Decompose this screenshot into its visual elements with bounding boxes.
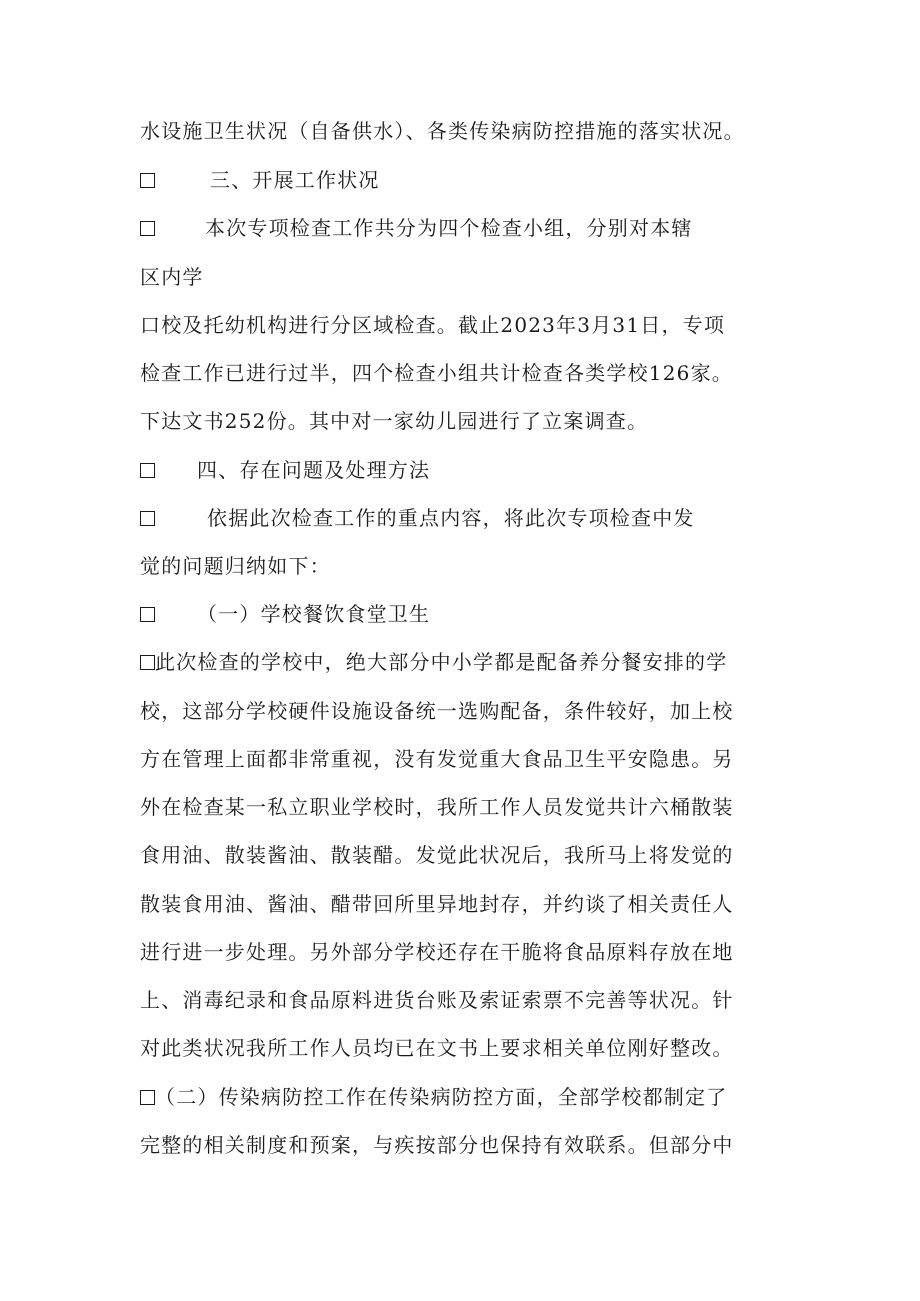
line-text: 对此类状况我所工作人员均已在文书上要求相关单位刚好整改。 — [140, 1036, 734, 1060]
line-text: 校，这部分学校硬件设施设备统一选购配备，条件较好，加上校 — [140, 699, 734, 723]
text-line — [140, 986, 800, 1014]
line-text: 外在检查某一私立职业学校时，我所工作人员发觉共计六桶散装 — [140, 795, 734, 819]
checkbox-square-icon — [140, 1090, 155, 1105]
text-line — [140, 311, 800, 339]
text-line — [140, 214, 800, 242]
line-text: 四、存在问题及处理方法 — [197, 458, 431, 482]
text-line — [140, 552, 800, 580]
text-line — [140, 890, 800, 918]
text-line — [140, 841, 800, 869]
line-text: 觉的问题归纳如下： — [140, 554, 331, 578]
checkbox-square-icon — [140, 221, 155, 236]
text-line — [140, 504, 800, 532]
text-line — [140, 793, 800, 821]
text-line — [140, 1083, 800, 1111]
checkbox-square-icon — [140, 655, 155, 670]
line-text: 完整的相关制度和预案，与疾按部分也保持有效联系。但部分中 — [140, 1133, 734, 1157]
text-line — [140, 745, 800, 773]
line-text: 食用油、散装酱油、散装醋。发觉此状况后，我所马上将发觉的 — [140, 843, 734, 867]
checkbox-square-icon — [140, 607, 155, 622]
line-text: 检查工作已进行过半，四个检查小组共计检查各类学校126家。 — [140, 361, 733, 385]
line-text: 散装食用油、酱油、醋带回所里异地封存，并约谈了相关责任人 — [140, 892, 734, 916]
section-heading — [140, 166, 800, 194]
text-line — [140, 407, 800, 435]
checkbox-square-icon — [140, 173, 155, 188]
line-text: 上、消毒纪录和食品原料进货台账及索证索票不完善等状况。针 — [140, 988, 734, 1012]
text-line — [140, 263, 800, 291]
line-text: 方在管理上面都非常重视，没有发觉重大食品卫生平安隐患。另 — [140, 747, 734, 771]
line-text: 进行进一步处理。另外部分学校还存在干脆将食品原料存放在地 — [140, 940, 734, 964]
line-text: （一）学校餐饮食堂卫生 — [197, 602, 431, 626]
section-heading — [140, 456, 800, 484]
text-line — [140, 697, 800, 725]
line-text: 下达文书252份。其中对一家幼儿园进行了立案调查。 — [140, 409, 649, 433]
line-text: 本次专项检查工作共分为四个检查小组，分别对本辖 — [205, 216, 693, 240]
text-line — [140, 1131, 800, 1159]
line-text: 区内学 — [140, 265, 204, 289]
text-line — [140, 1034, 800, 1062]
checkbox-square-icon — [140, 463, 155, 478]
line-text: 水设施卫生状况（自备供水）、各类传染病防控措施的落实状况。 — [140, 119, 745, 143]
line-text: 此次检查的学校中，绝大部分中小学都是配备养分餐安排的学 — [155, 650, 728, 674]
subsection-heading — [140, 600, 800, 628]
text-line — [140, 117, 800, 145]
line-text: （二）传染病防控工作在传染病防控方面，全部学校都制定了 — [155, 1085, 728, 1109]
line-text: 三、开展工作状况 — [210, 168, 380, 192]
text-line — [140, 359, 800, 387]
line-text: 口校及托幼机构进行分区域检查。截止2023年3月31日，专项 — [140, 313, 726, 337]
text-line — [140, 938, 800, 966]
text-line — [140, 648, 800, 676]
checkbox-square-icon — [140, 511, 155, 526]
line-text: 依据此次检查工作的重点内容，将此次专项检查中发 — [207, 506, 695, 530]
